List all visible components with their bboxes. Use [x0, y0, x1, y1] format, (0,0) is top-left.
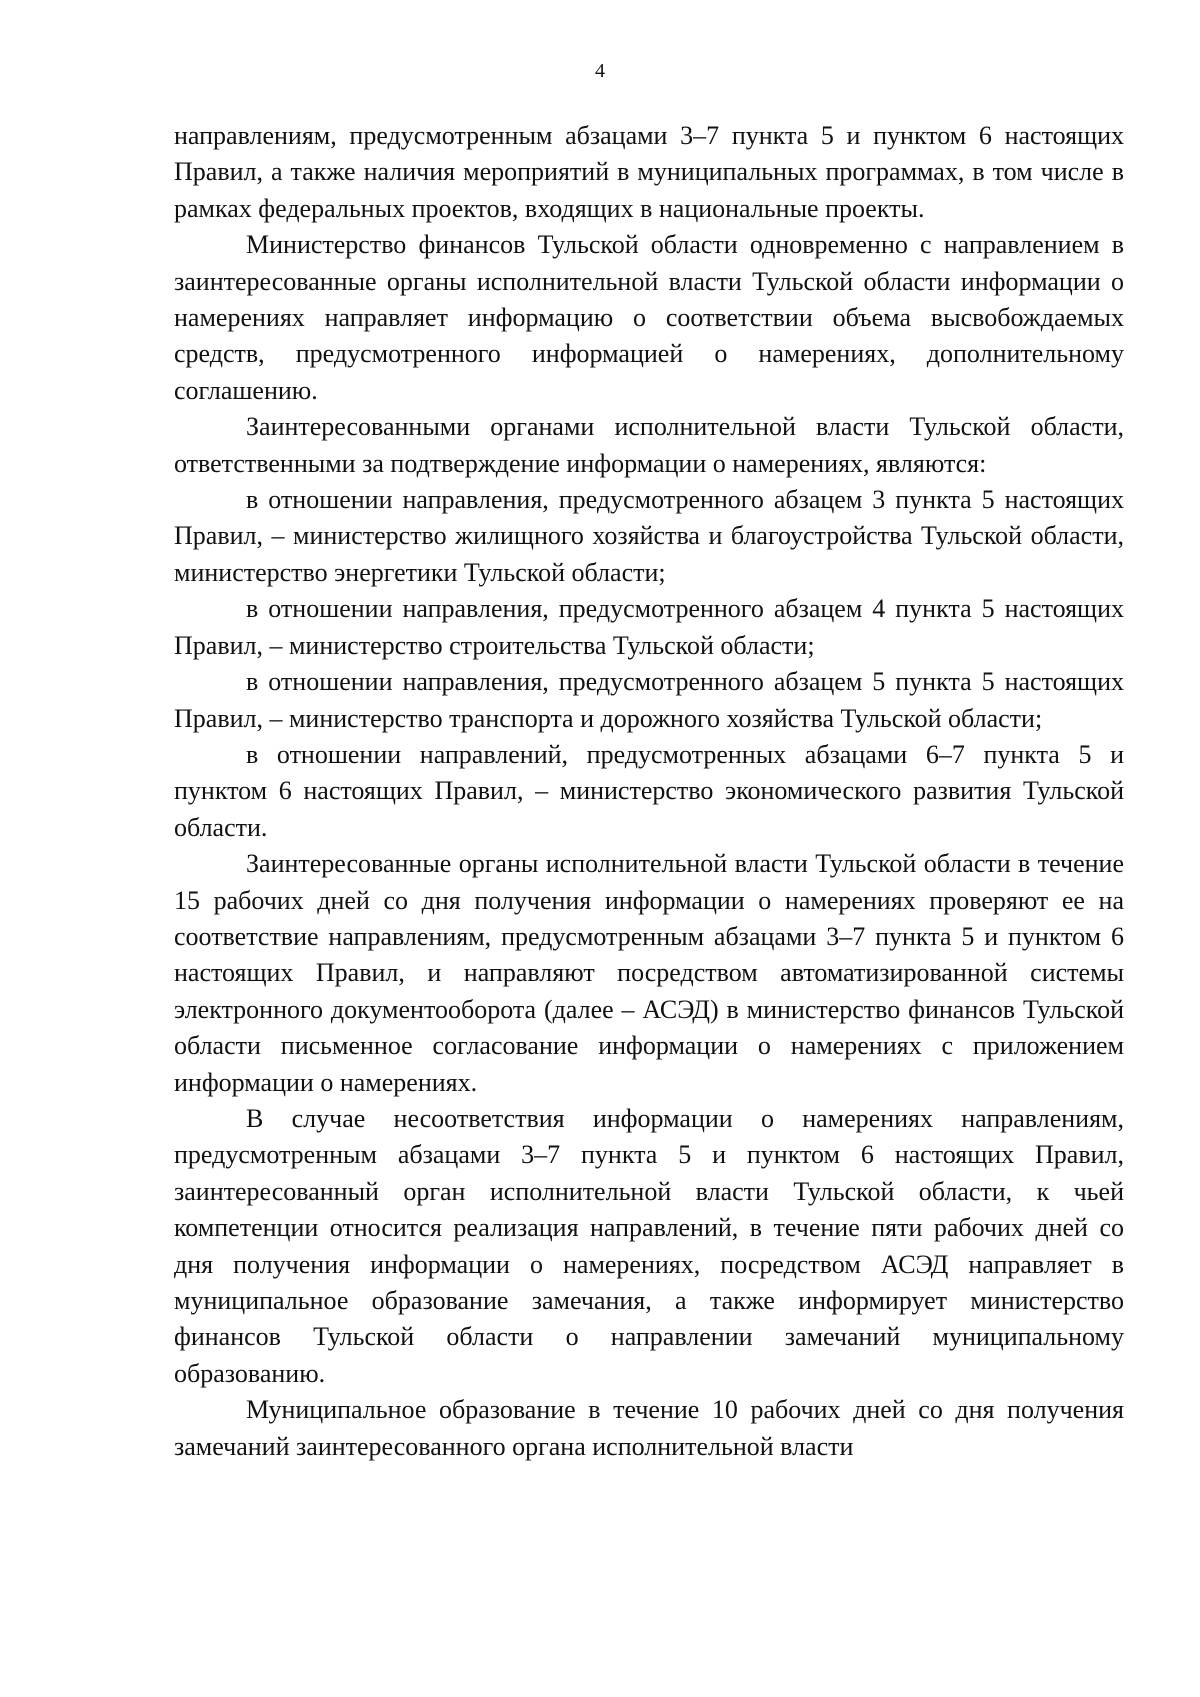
- paragraph: Министерство финансов Тульской области одновременно с направлением в заинтересованные органы исполнительной власти Тульской области информации о намерениях направляет информацию о соответствии объема высвобождаемых средств, предусмотренного информацией о намерениях, дополнительному соглашению.: [174, 230, 1124, 405]
- paragraph: В случае несоответствия информации о намерениях направлениям, предусмотренным абзацами 3–7 пункта 5 и пунктом 6 настоящих Правил, заинтересованный орган исполнительной власти Тульской области, к чьей компетенции относится реализация направлений, в течение пяти рабочих дней со дня получения информации о намерениях, посредством АСЭД направляет в муниципальное образование замечания, а также информирует министерство финансов Тульской области о направлении замечаний муниципальному образованию.: [174, 1103, 1124, 1388]
- paragraph: Заинтересованные органы исполнительной власти Тульской области в течение 15 рабочих дней со дня получения информации о намерениях проверяют ее на соответствие направлениям, предусмотренным абзацами 3–7 пункта 5 и пунктом 6 настоящих Правил, и направляют посредством автоматизированной системы электронного документооборота (далее – АСЭД) в министерство финансов Тульской области письменное согласование информации о намерениях с приложением информации о намерениях.: [174, 849, 1124, 1097]
- paragraph: в отношении направления, предусмотренного абзацем 3 пункта 5 настоящих Правил, – министерство жилищного хозяйства и благоустройства Тульской области, министерство энергетики Тульской области;: [174, 485, 1124, 587]
- paragraph: в отношении направления, предусмотренного абзацем 5 пункта 5 настоящих Правил, – министерство транспорта и дорожного хозяйства Тульской области;: [174, 667, 1124, 733]
- paragraph: в отношении направлений, предусмотренных абзацами 6–7 пункта 5 и пунктом 6 настоящих Правил, – министерство экономического развития Тульской области.: [174, 739, 1124, 842]
- paragraph: Муниципальное образование в течение 10 рабочих дней со дня получения замечаний заинтересованного органа исполнительной власти: [174, 1395, 1124, 1461]
- paragraph: в отношении направления, предусмотренного абзацем 4 пункта 5 настоящих Правил, – министерство строительства Тульской области;: [174, 594, 1124, 660]
- page-number: 4: [595, 60, 605, 82]
- paragraph: направлениям, предусмотренным абзацами 3–7 пункта 5 и пунктом 6 настоящих Правил, а также наличия мероприятий в муниципальных программах, в том числе в рамках федеральных проектов, входящих в национальные проекты.: [174, 121, 1124, 223]
- paragraph: Заинтересованными органами исполнительной власти Тульской области, ответственными за подтверждение информации о намерениях, являются:: [174, 412, 1124, 478]
- document-body: [174, 118, 1124, 1465]
